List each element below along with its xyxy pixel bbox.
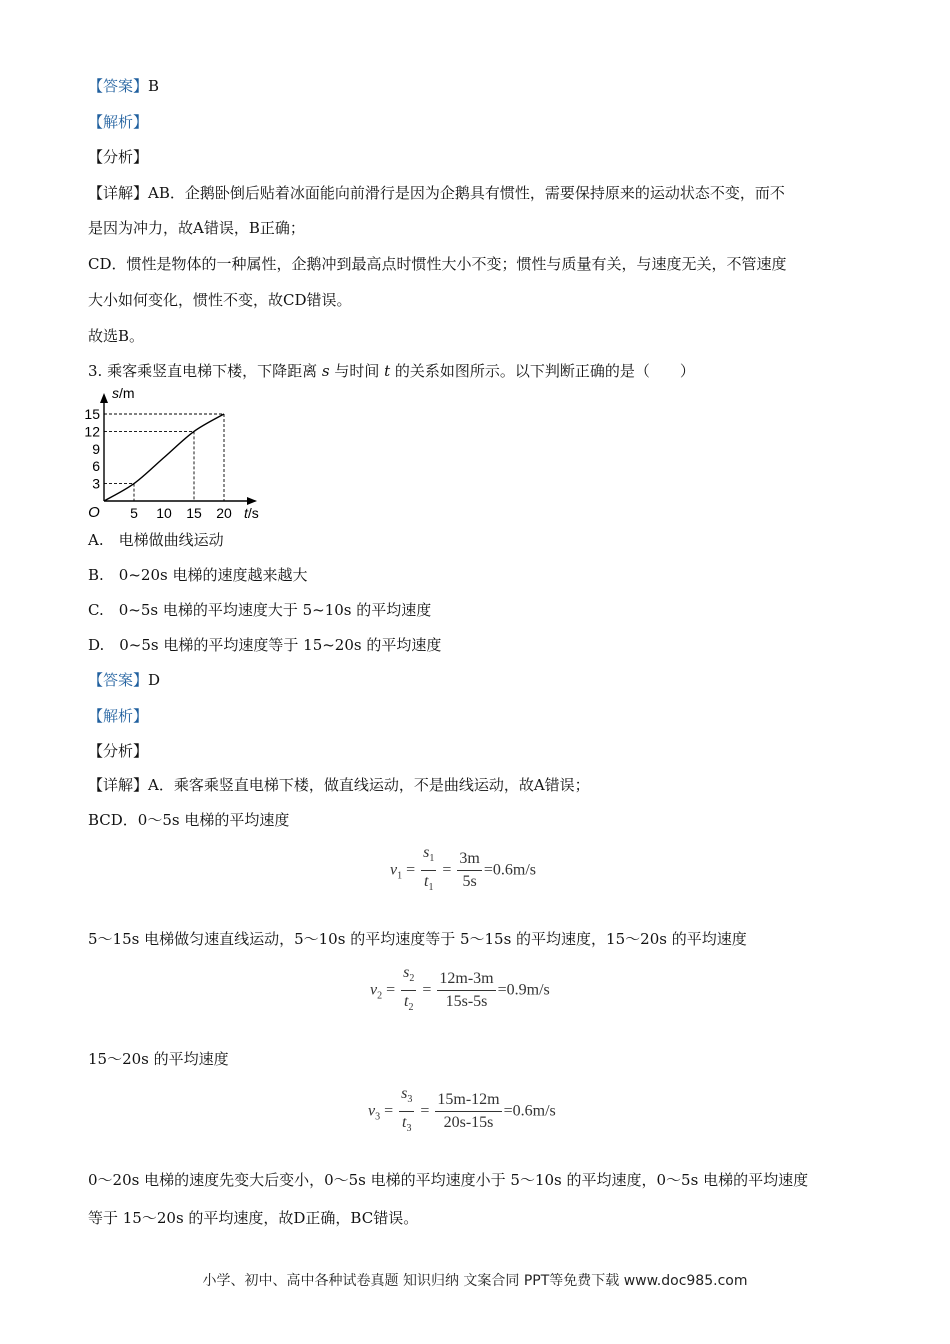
option-d: D. 0~5s 电梯的平均速度等于 15~20s 的平均速度 [88, 636, 442, 654]
stem-part: 的关系如图所示。以下判断正确的是（ ） [390, 362, 695, 380]
y-tick-label: 3 [92, 475, 100, 492]
eq-sub: 2 [377, 990, 383, 1002]
q2-detail-line-3: CD．惯性是物体的一种属性，企鹅冲到最高点时惯性大小不变；惯性与质量有关，与速度无关，不管速度 [88, 255, 787, 273]
eq-equals: = [406, 861, 416, 879]
eq-result: =0.6m/s [483, 861, 536, 879]
stem-part: 3. 乘客乘竖直电梯下楼，下降距离 [88, 362, 322, 380]
stem-var-s: s [321, 362, 330, 380]
y-axis-label: s/m [112, 388, 135, 401]
eq-var: s [423, 844, 430, 861]
eq-denominator: 15s-5s [445, 993, 488, 1011]
answer-value: D [148, 671, 161, 689]
q3-stem [88, 361, 695, 381]
eq-equals: = [386, 981, 396, 999]
option-c: C. 0~5s 电梯的平均速度大于 5~10s 的平均速度 [88, 601, 432, 619]
option-b: B. 0~20s 电梯的速度越来越大 [88, 566, 308, 584]
detail-tag: 【详解】 [88, 776, 149, 794]
eq-var: t [404, 993, 409, 1011]
answer-value: B [148, 77, 160, 95]
eq-equals: = [442, 861, 452, 879]
eq-equals: = [384, 1102, 394, 1120]
eq-result: =0.6m/s [503, 1102, 556, 1120]
stem-part: 与时间 [329, 362, 385, 380]
answer-tag: 【答案】 [88, 77, 149, 95]
eq-fraction-numeric [457, 848, 481, 893]
x-tick-label: 20 [216, 505, 232, 521]
distance-time-curve [104, 414, 224, 501]
q3-conclusion-line-2: 等于 15～20s 的平均速度，故D正确，BC错误。 [88, 1209, 419, 1227]
eq-var: v [368, 1102, 376, 1120]
x-tick-label: 5 [130, 505, 138, 521]
eq-numerator: 12m-3m [437, 968, 495, 991]
q2-detail-line-1 [88, 183, 785, 203]
eq-numerator: 3m [457, 848, 481, 871]
analysis-tag: 【解析】 [88, 707, 149, 725]
eq-sub: 2 [408, 1002, 414, 1014]
y-tick-label: 12 [84, 423, 100, 440]
eq-equals: = [420, 1102, 430, 1120]
analysis-tag: 【解析】 [88, 113, 149, 131]
eq-equals: = [422, 981, 432, 999]
distance-time-graph [80, 388, 280, 528]
eq-sub: 3 [375, 1111, 381, 1123]
q2-detail-line-2: 是因为冲力，故A错误，B正确； [88, 219, 305, 237]
x-tick-label: 15 [186, 505, 202, 521]
x-axis-arrow [247, 497, 257, 505]
detail-text: A．乘客乘竖直电梯下楼，做直线运动，不是曲线运动，故A错误； [148, 776, 590, 794]
eq-numerator: 15m-12m [435, 1089, 501, 1112]
answer-tag: 【答案】 [88, 671, 149, 689]
equation-v3 [368, 1083, 556, 1140]
eq-denominator: 5s [462, 873, 477, 891]
q2-conclusion: 故选B。 [88, 327, 145, 345]
detail-tag: 【详解】 [88, 184, 149, 202]
eq-sub: 2 [409, 973, 415, 985]
y-tick-label: 9 [92, 440, 100, 457]
y-tick-label: 6 [92, 458, 100, 475]
q3-detail-bcd: BCD．0～5s 电梯的平均速度 [88, 811, 290, 829]
eq-fraction-numeric [437, 968, 495, 1013]
eq-result: =0.9m/s [497, 981, 550, 999]
q3-mid-line-2: 15～20s 的平均速度 [88, 1050, 229, 1068]
option-a: A. 电梯做曲线运动 [88, 531, 224, 549]
eq-fraction-numeric [435, 1089, 501, 1134]
eq-var: t [402, 1114, 407, 1132]
eq-sub: 3 [406, 1123, 412, 1135]
q3-detail-a [88, 775, 590, 795]
eq-fraction-symbolic [421, 842, 436, 899]
x-tick-label: 10 [156, 505, 172, 521]
eq-sub: 3 [407, 1094, 413, 1106]
stem-var-t: t [384, 362, 391, 380]
y-tick-label: 15 [84, 406, 100, 422]
q2-answer-line [88, 76, 159, 96]
equation-v1 [390, 842, 536, 899]
eq-fraction-symbolic [399, 1083, 414, 1140]
eq-var: t [424, 873, 429, 891]
eq-fraction-symbolic [401, 962, 416, 1019]
eq-sub: 1 [429, 853, 435, 865]
fenxi-tag: 【分析】 [88, 742, 149, 760]
eq-var: s [401, 1085, 408, 1102]
q3-conclusion-line-1: 0～20s 电梯的速度先变大后变小，0～5s 电梯的平均速度小于 5～10s 的平均速度，0～5s 电梯的平均速度 [88, 1171, 809, 1189]
origin-label: O [88, 504, 100, 521]
fenxi-tag: 【分析】 [88, 148, 149, 166]
eq-denominator: 20s-15s [443, 1114, 494, 1132]
q2-detail-line-4: 大小如何变化，惯性不变，故CD错误。 [88, 291, 352, 309]
equation-v2 [370, 962, 550, 1019]
x-axis-label: t/s [244, 505, 259, 521]
y-axis-arrow [100, 393, 108, 403]
eq-var: s [403, 964, 410, 981]
q3-mid-line-1: 5～15s 电梯做匀速直线运动，5～10s 的平均速度等于 5～15s 的平均速度，15～20s 的平均速度 [88, 930, 747, 948]
page-footer: 小学、初中、高中各种试卷真题 知识归纳 文案合同 PPT等免费下载 www.doc985.com [202, 1273, 748, 1289]
q3-answer-line [88, 670, 160, 690]
detail-text: AB．企鹅卧倒后贴着冰面能向前滑行是因为企鹅具有惯性，需要保持原来的运动状态不变，而不 [148, 184, 785, 202]
eq-sub: 1 [428, 882, 434, 894]
eq-var: v [370, 981, 378, 999]
eq-sub: 1 [397, 870, 403, 882]
eq-var: v [390, 861, 398, 879]
